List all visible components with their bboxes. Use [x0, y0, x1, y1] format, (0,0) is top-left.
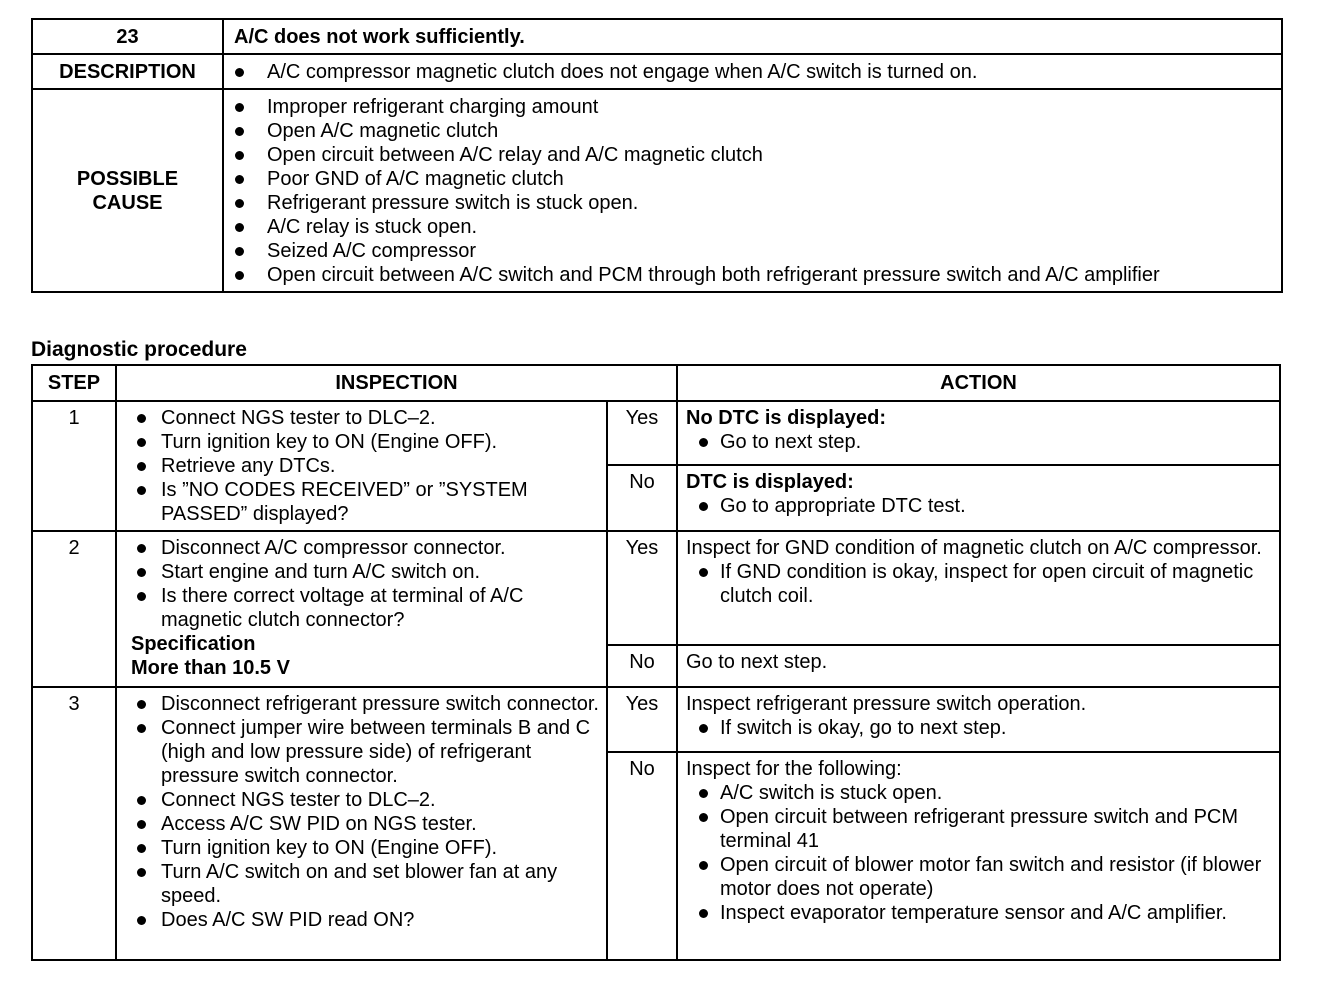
list-item: Is ”NO CODES RECEIVED” or ”SYSTEM PASSED” displayed?: [129, 478, 600, 526]
list-item: Open circuit between A/C switch and PCM through both refrigerant pressure switch and A/C amplifier: [224, 263, 1281, 287]
specification-value: More than 10.5 V: [131, 657, 290, 679]
procedure-title: Diagnostic procedure: [31, 338, 247, 361]
list-item: Connect NGS tester to DLC–2.: [129, 788, 600, 812]
list-item: Open circuit between refrigerant pressure switch and PCM terminal 41: [686, 805, 1271, 853]
action-cell: [677, 401, 1280, 465]
step-number: 1: [32, 401, 116, 531]
description-label: DESCRIPTION: [32, 54, 223, 89]
step-number: 2: [32, 531, 116, 687]
action-heading: DTC is displayed:: [686, 471, 854, 493]
list-item: Turn A/C switch on and set blower fan at any speed.: [129, 860, 600, 908]
table-header-row: [32, 365, 1280, 401]
action-cell: [677, 531, 1280, 645]
list-item: Turn ignition key to ON (Engine OFF).: [129, 836, 600, 860]
table-row: [32, 401, 1280, 465]
action-heading: No DTC is displayed:: [686, 407, 887, 429]
action-cell: [677, 687, 1280, 752]
list-item: Is there correct voltage at terminal of A/C magnetic clutch connector?: [129, 584, 600, 632]
possible-cause-label: POSSIBLE CAUSE: [32, 89, 223, 292]
no-label: No: [607, 645, 677, 687]
inspection-cell: [116, 531, 607, 687]
action-text: Inspect for GND condition of magnetic clutch on A/C compressor.: [686, 537, 1262, 559]
list-item: Open A/C magnetic clutch: [224, 119, 1281, 143]
list-item: Inspect evaporator temperature sensor and A/C amplifier.: [686, 901, 1271, 925]
no-label: No: [607, 465, 677, 531]
list-item: Poor GND of A/C magnetic clutch: [224, 167, 1281, 191]
list-item: Go to appropriate DTC test.: [686, 494, 1271, 518]
column-header-action: ACTION: [677, 365, 1280, 401]
symptom-title: A/C does not work sufficiently.: [223, 19, 1282, 54]
list-item: Disconnect refrigerant pressure switch connector.: [129, 692, 600, 716]
yes-label: Yes: [607, 531, 677, 645]
table-row: [32, 687, 1280, 752]
list-item: If GND condition is okay, inspect for open circuit of magnetic clutch coil.: [686, 560, 1271, 608]
inspection-cell: [116, 401, 607, 531]
list-item: Disconnect A/C compressor connector.: [129, 536, 600, 560]
list-item: Retrieve any DTCs.: [129, 454, 600, 478]
list-item: Refrigerant pressure switch is stuck open.: [224, 191, 1281, 215]
cause-list: [224, 95, 1281, 287]
table-row: [32, 531, 1280, 645]
list-item: Connect jumper wire between terminals B and C (high and low pressure side) of refrigerant pressure switch connector.: [129, 716, 600, 788]
list-item: Seized A/C compressor: [224, 239, 1281, 263]
list-item: Does A/C SW PID read ON?: [129, 908, 600, 932]
list-item: Connect NGS tester to DLC–2.: [129, 406, 600, 430]
action-text: Inspect refrigerant pressure switch operation.: [686, 693, 1087, 715]
description-list: [224, 60, 1281, 84]
symptom-number: 23: [32, 19, 223, 54]
possible-cause-row: [32, 89, 1282, 292]
action-cell: [677, 465, 1280, 531]
action-text: Inspect for the following:: [686, 758, 902, 780]
action-cell: [677, 752, 1280, 960]
diagnostic-procedure-table: [31, 364, 1281, 961]
inspection-cell: [116, 687, 607, 960]
list-item: Open circuit of blower motor fan switch and resistor (if blower motor does not operate): [686, 853, 1271, 901]
column-header-inspection: INSPECTION: [116, 365, 677, 401]
column-header-step: STEP: [32, 365, 116, 401]
step-number: 3: [32, 687, 116, 960]
symptom-header-table: [31, 18, 1283, 293]
list-item: Start engine and turn A/C switch on.: [129, 560, 600, 584]
list-item: Improper refrigerant charging amount: [224, 95, 1281, 119]
no-label: No: [607, 752, 677, 960]
symptom-title-row: [32, 19, 1282, 54]
list-item: A/C switch is stuck open.: [686, 781, 1271, 805]
list-item: If switch is okay, go to next step.: [686, 716, 1271, 740]
yes-label: Yes: [607, 687, 677, 752]
yes-label: Yes: [607, 401, 677, 465]
list-item: Open circuit between A/C relay and A/C magnetic clutch: [224, 143, 1281, 167]
list-item: Go to next step.: [686, 430, 1271, 454]
list-item: Access A/C SW PID on NGS tester.: [129, 812, 600, 836]
specification-label: Specification: [131, 633, 256, 655]
action-text: Go to next step.: [677, 645, 1280, 687]
list-item: Turn ignition key to ON (Engine OFF).: [129, 430, 600, 454]
list-item: A/C relay is stuck open.: [224, 215, 1281, 239]
description-row: [32, 54, 1282, 89]
list-item: A/C compressor magnetic clutch does not engage when A/C switch is turned on.: [224, 60, 1281, 84]
